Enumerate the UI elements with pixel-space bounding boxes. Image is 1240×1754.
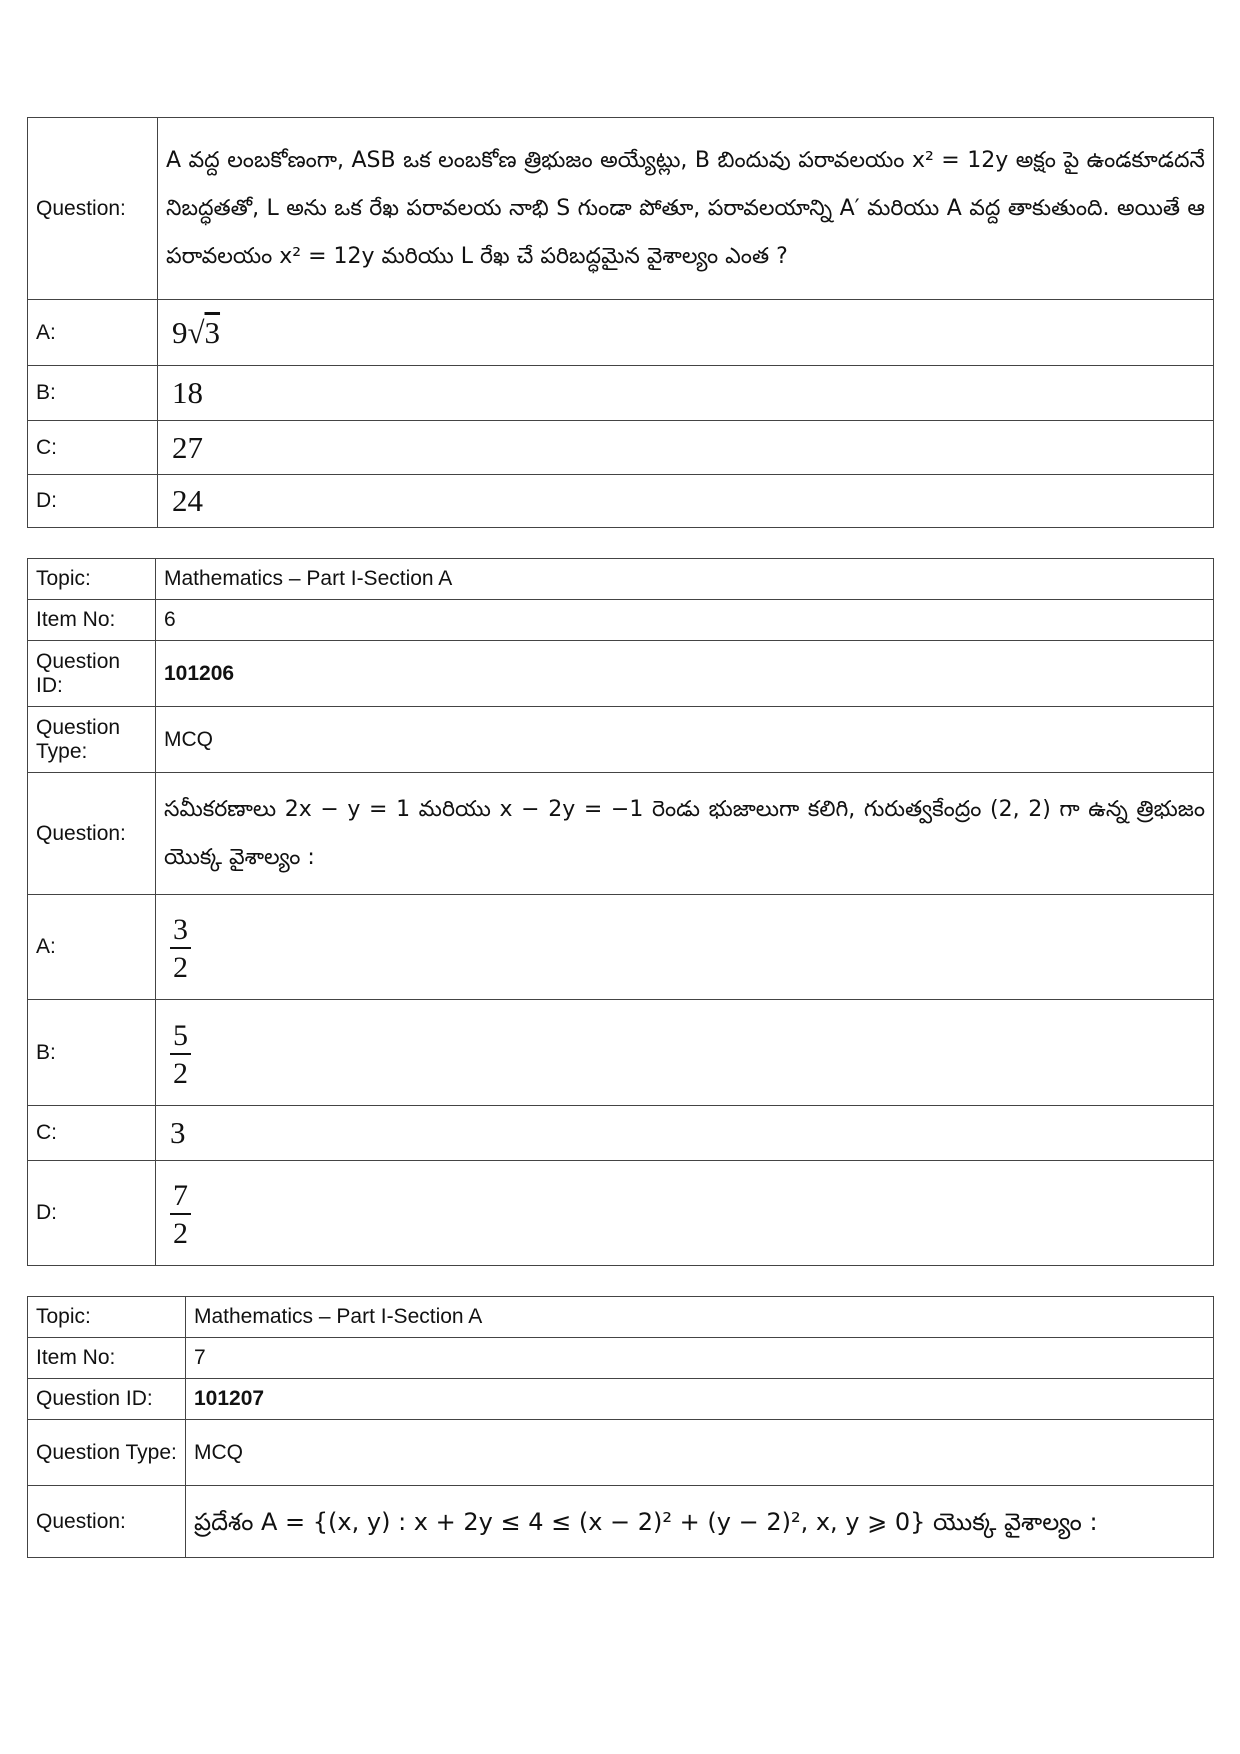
option-b-value: 18	[158, 366, 1214, 421]
item-no-value: 6	[156, 600, 1214, 641]
option-d-label: D:	[28, 1161, 156, 1266]
option-c-value: 3	[156, 1106, 1214, 1161]
option-d-label: D:	[28, 475, 158, 528]
question-type-value: MCQ	[156, 707, 1214, 773]
option-a-value	[156, 895, 1214, 1000]
question-id-label: Question ID:	[28, 641, 156, 707]
topic-label: Topic:	[28, 559, 156, 600]
item-no-label: Item No:	[28, 600, 156, 641]
question-label: Question:	[28, 118, 158, 300]
option-a-value: 9√3	[158, 300, 1214, 366]
question-label: Question:	[28, 773, 156, 895]
option-c-value: 27	[158, 421, 1214, 475]
topic-value: Mathematics – Part I-Section A	[156, 559, 1214, 600]
question-id-value: 101206	[156, 641, 1214, 707]
question-table-5	[27, 117, 1214, 528]
topic-label: Topic:	[28, 1297, 186, 1338]
option-a-label: A:	[28, 300, 158, 366]
option-b-value	[156, 1000, 1214, 1106]
option-b-label: B:	[28, 366, 158, 421]
item-no-value: 7	[186, 1338, 1214, 1379]
topic-value: Mathematics – Part I-Section A	[186, 1297, 1214, 1338]
question-label: Question:	[28, 1486, 186, 1558]
fraction: $\frac{7}{2}$	[170, 1181, 191, 1249]
question-table-6	[27, 558, 1214, 1266]
question-type-label: Question Type:	[28, 1420, 186, 1486]
question-text: ప్రదేశం A = {(x, y) : x + 2y ≤ 4 ≤ (x − 2)² + (y − 2)², x, y ⩾ 0} యొక్క వైశాల్యం :	[186, 1486, 1214, 1558]
question-text: A వద్ద లంబకోణంగా, ASB ఒక లంబకోణ త్రిభుజం అయ్యేట్లు, B బిందువు పరావలయం x² = 12y అక్షం పై ఉండకూడదనే నిబద్ధతతో, L అను ఒక రేఖ పరావలయ నాభి S గుండా పోతూ, పరావలయాన్ని A′ మరియు A వద్ద తాకుతుంది. అయితే ఆ పరావలయం x² = 12y మరియు L రేఖ చే పరిబద్ధమైన వైశాల్యం ఎంత ?	[158, 118, 1214, 300]
option-c-label: C:	[28, 421, 158, 475]
fraction: $\frac{3}{2}$	[170, 915, 191, 983]
option-b-label: B:	[28, 1000, 156, 1106]
question-type-label: Question Type:	[28, 707, 156, 773]
option-c-label: C:	[28, 1106, 156, 1161]
question-table-7	[27, 1296, 1214, 1558]
question-id-label: Question ID:	[28, 1379, 186, 1420]
fraction: $\frac{5}{2}$	[170, 1021, 191, 1089]
question-id-value: 101207	[186, 1379, 1214, 1420]
question-text: సమీకరణాలు 2x − y = 1 మరియు x − 2y = −1 రెండు భుజాలుగా కలిగి, గురుత్వకేంద్రం (2, 2) గా ఉన్న త్రిభుజం యొక్క వైశాల్యం :	[156, 773, 1214, 895]
item-no-label: Item No:	[28, 1338, 186, 1379]
question-type-value: MCQ	[186, 1420, 1214, 1486]
option-d-value	[156, 1161, 1214, 1266]
option-d-value: 24	[158, 475, 1214, 528]
option-a-label: A:	[28, 895, 156, 1000]
